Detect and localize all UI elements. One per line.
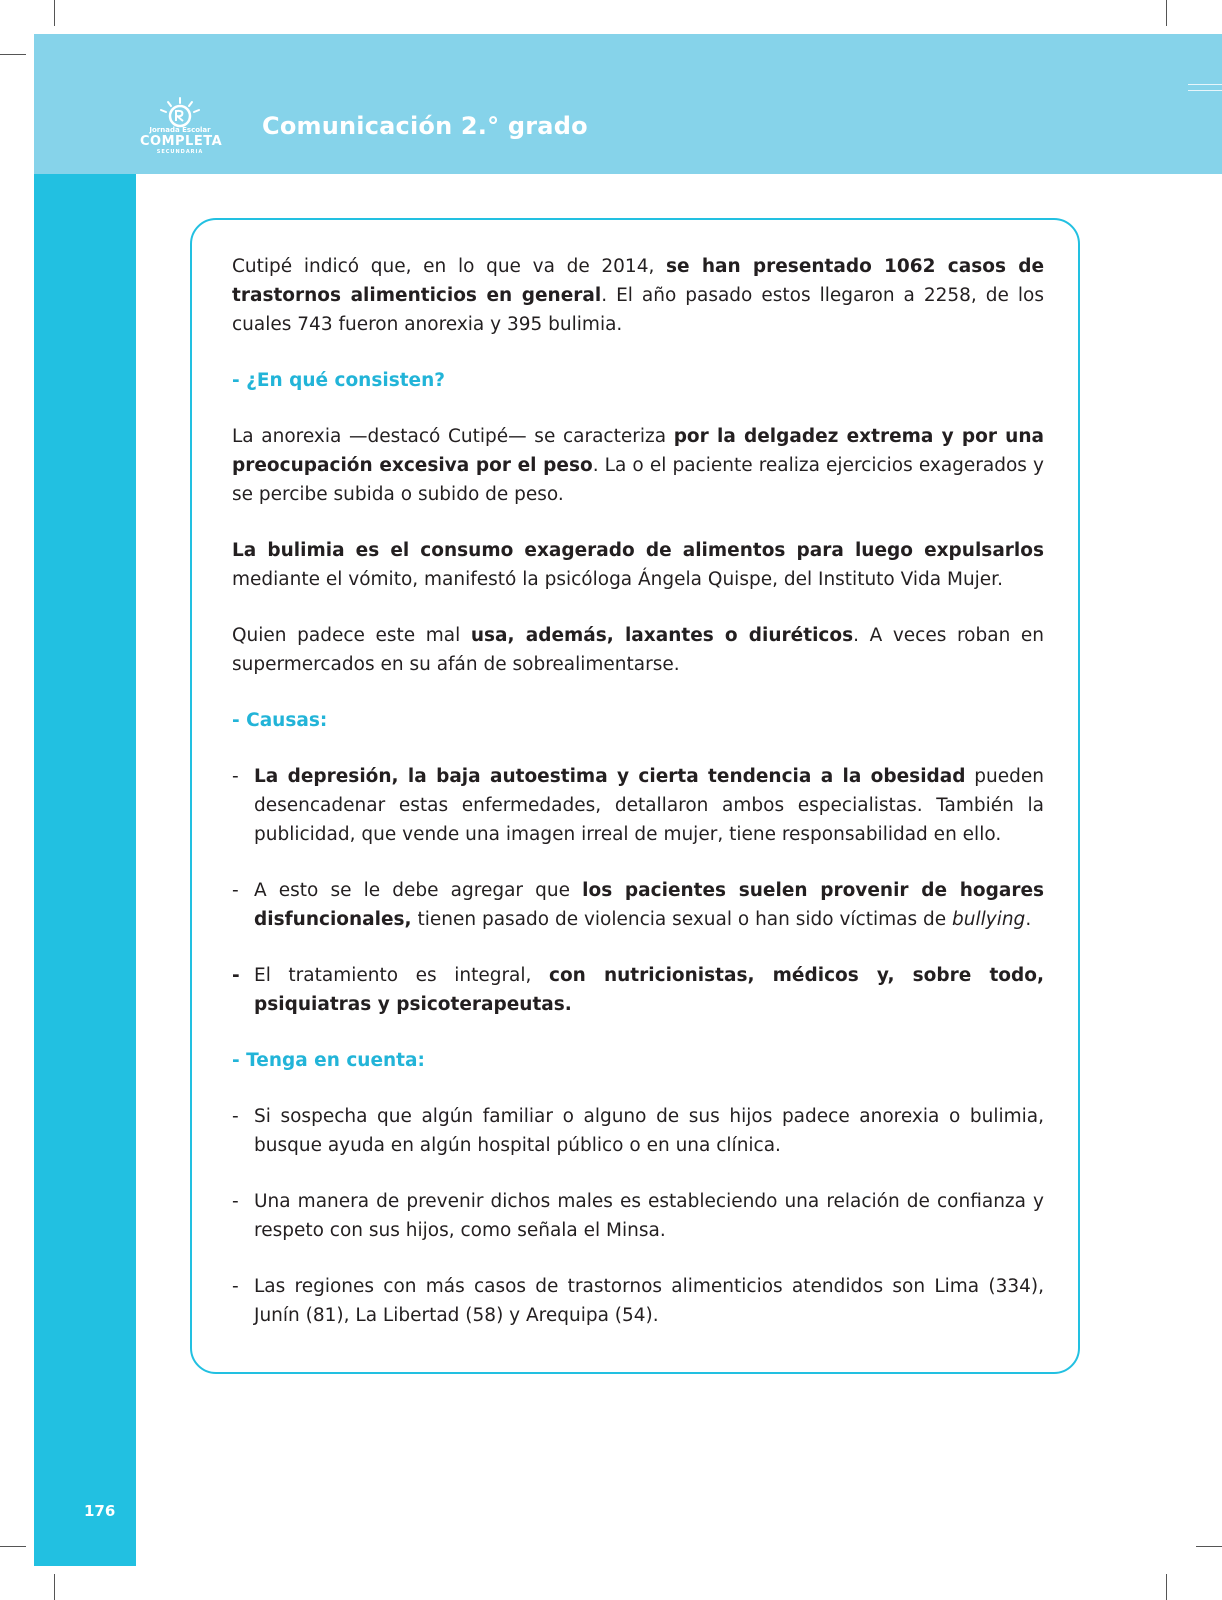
list-item: - A esto se le debe agregar que los pacientes suelen provenir de hogares disfuncionales, tienen pasado de violencia sexual o han sido víctimas de bullying. [232,880,1045,930]
page-title: Comunicación 2.° grado [262,112,588,140]
paragraph-bulimia: La bulimia es el consumo exagerado de alimentos para luego expulsarlos mediante el vómito, manifestó la psicóloga Ángela Quispe, del Instituto Vida Mujer. [232,540,1044,590]
logo-text-jornada: Jornada Escolar [149,126,211,134]
crop-mark [54,0,55,26]
paragraph-cases: Cutipé indicó que, en lo que va de 2014, se han presentado 1062 casos de trastornos alimenticios en general. El año pasado estos llegaron a 2258, de los cuales 743 fueron anorexia y 395 bulimia. [232,256,1045,335]
crop-mark [0,1546,26,1547]
logo-text-completa: COMPLETA [140,134,223,149]
list-item: - Si sospecha que algún familiar o alguno de sus hijos padece anorexia o bulimia, busque ayuda en algún hospital público o en una clínica. [232,1106,1044,1156]
crop-mark [1196,1546,1222,1547]
crop-mark [54,1574,55,1600]
sun-book-logo-icon [140,96,220,130]
section-heading-consisten: - ¿En qué consisten? [232,370,446,391]
paragraph-laxantes: Quien padece este mal usa, además, laxantes o diuréticos. A veces roban en supermercados en su afán de sobrealimentarse. [232,625,1045,675]
header-decoration [1188,90,1222,91]
crop-mark [1166,1574,1167,1600]
section-heading-causas: - Causas: [232,710,328,731]
logo-text-secundaria: SECUNDARIA [156,149,204,155]
list-item: - El tratamiento es integral, con nutricionistas, médicos y, sobre todo, psiquiatras y psicoterapeutas. [232,965,1044,1015]
list-item: - Una manera de prevenir dichos males es estableciendo una relación de confianza y respeto con sus hijos, como señala el Minsa. [232,1191,1044,1241]
article-text [232,252,1044,1357]
page-number: 176 [84,1502,116,1520]
list-item: - La depresión, la baja autoestima y cierta tendencia a la obesidad pueden desencadenar estas enfermedades, detallaron ambos especialistas. También la publicidad, que vende una imagen irreal de mujer, tiene responsabilidad en ello. [232,766,1044,845]
paragraph-anorexia: La anorexia —destacó Cutipé— se caracteriza por la delgadez extrema y por una preocupación excesiva por el peso. La o el paciente realiza ejercicios exagerados y se percibe subida o subido de peso. [232,426,1044,505]
crop-mark [1166,0,1167,26]
logo [140,96,223,155]
crop-mark [0,54,26,55]
section-heading-tenga-en-cuenta: - Tenga en cuenta: [232,1050,425,1071]
header-decoration [1188,84,1222,85]
list-item: - Las regiones con más casos de trastornos alimenticios atendidos son Lima (334), Junín (81), La Libertad (58) y Arequipa (54). [232,1276,1044,1326]
side-bar [34,174,136,1566]
